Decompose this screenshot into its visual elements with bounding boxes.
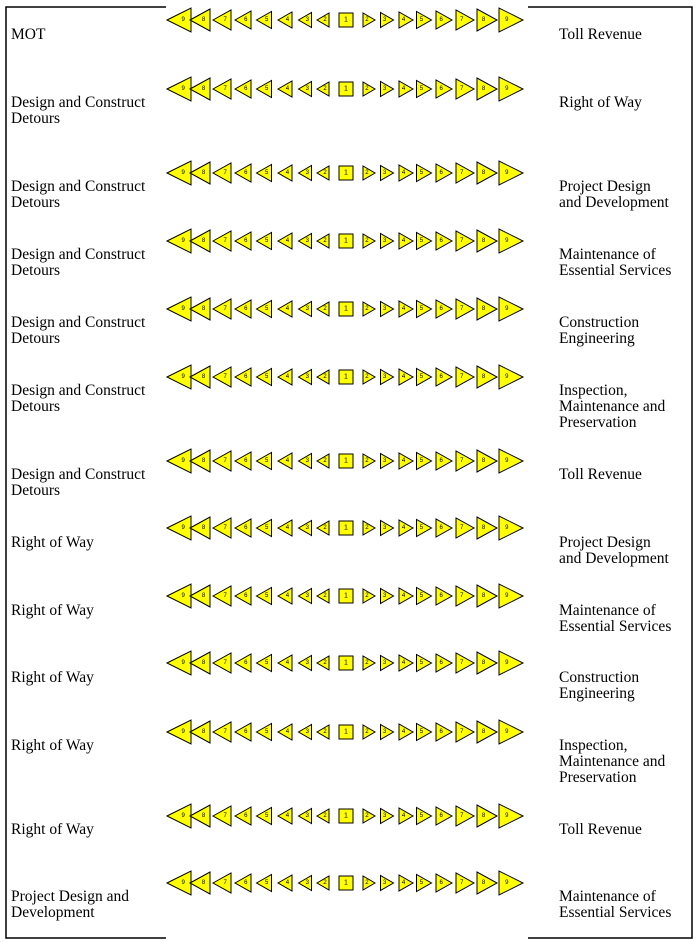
scale-number: 6 (439, 813, 443, 819)
scale-number: 4 (401, 458, 406, 464)
scale-option-equal[interactable] (339, 521, 353, 535)
scale-number: 4 (401, 880, 406, 886)
scale-number: 2 (323, 458, 327, 464)
scale-number: 5 (264, 880, 269, 886)
scale-number: 6 (244, 880, 248, 886)
scale-number: 2 (365, 593, 369, 599)
scale-number: 8 (201, 374, 206, 380)
scale-number: 4 (285, 170, 290, 176)
scale-number: 1 (344, 457, 348, 465)
scale-number: 9 (505, 880, 509, 886)
scale-number: 4 (285, 458, 290, 464)
scale-number: 5 (419, 593, 424, 599)
scale-number: 8 (481, 374, 486, 380)
scale-number: 4 (401, 660, 406, 666)
scale-number: 8 (201, 306, 206, 312)
scale-number: 7 (223, 306, 227, 312)
scale-number: 9 (505, 17, 509, 23)
scale-number: 7 (460, 660, 464, 666)
scale-number: 6 (439, 374, 443, 380)
scale-number: 3 (305, 458, 309, 464)
scale-number: 7 (223, 813, 227, 819)
scale-number: 3 (383, 17, 387, 23)
scale-number: 6 (244, 306, 248, 312)
criterion-right-label: Project Design and Development (559, 534, 669, 567)
scale-number: 6 (244, 86, 248, 92)
scale-number: 3 (305, 660, 309, 666)
scale-number: 9 (181, 86, 185, 92)
scale-option-equal[interactable] (339, 725, 353, 739)
scale-number: 4 (285, 593, 290, 599)
scale-number: 2 (365, 660, 369, 666)
scale-number: 3 (305, 813, 309, 819)
scale-number: 3 (305, 525, 309, 531)
scale-number: 9 (505, 458, 509, 464)
scale-number: 2 (323, 17, 327, 23)
scale-number: 2 (365, 374, 369, 380)
criterion-left-label: Right of Way (11, 821, 94, 838)
scale-number: 5 (264, 813, 269, 819)
scale-number: 3 (383, 86, 387, 92)
scale-option-equal[interactable] (339, 234, 353, 248)
scale-number: 2 (323, 86, 327, 92)
scale-number: 3 (383, 238, 387, 244)
scale-number: 2 (365, 729, 369, 735)
scale-option-equal[interactable] (339, 809, 353, 823)
scale-number: 2 (323, 374, 327, 380)
criterion-right-label: Maintenance of Essential Services (559, 602, 672, 635)
scale-number: 4 (285, 17, 290, 23)
scale-number: 7 (223, 525, 227, 531)
scale-number: 8 (201, 170, 206, 176)
scale-number: 5 (419, 458, 424, 464)
scale-number: 8 (481, 593, 486, 599)
scale-number: 2 (323, 729, 327, 735)
scale-number: 1 (344, 237, 348, 245)
scale-number: 4 (401, 238, 406, 244)
scale-number: 1 (344, 16, 348, 24)
scale-number: 7 (460, 306, 464, 312)
scale-number: 9 (181, 458, 185, 464)
scale-number: 5 (419, 660, 424, 666)
scale-number: 2 (365, 86, 369, 92)
scale-number: 9 (181, 525, 185, 531)
scale-number: 7 (223, 458, 227, 464)
criterion-right-label: Toll Revenue (559, 466, 642, 483)
scale-number: 7 (460, 238, 464, 244)
scale-number: 4 (401, 374, 406, 380)
criterion-left-label: Design and Construct Detours (11, 314, 146, 347)
scale-number: 8 (201, 660, 206, 666)
scale-number: 4 (401, 525, 406, 531)
scale-number: 2 (365, 880, 369, 886)
scale-number: 3 (305, 374, 309, 380)
criterion-right-label: Project Design and Development (559, 178, 669, 211)
scale-option-equal[interactable] (339, 82, 353, 96)
scale-number: 4 (401, 86, 406, 92)
scale-number: 1 (344, 85, 348, 93)
scale-number: 3 (305, 880, 309, 886)
scale-number: 7 (223, 238, 227, 244)
criterion-right-label: Construction Engineering (559, 669, 640, 702)
scale-number: 1 (344, 592, 348, 600)
scale-number: 4 (401, 593, 406, 599)
criterion-left-label: Design and Construct Detours (11, 466, 146, 499)
scale-number: 9 (505, 525, 509, 531)
scale-number: 5 (264, 17, 269, 23)
scale-number: 5 (264, 306, 269, 312)
scale-number: 3 (305, 306, 309, 312)
criterion-right-label: Toll Revenue (559, 821, 642, 838)
scale-number: 3 (383, 593, 387, 599)
scale-number: 6 (244, 17, 248, 23)
scale-number: 7 (460, 729, 464, 735)
scale-number: 5 (264, 170, 269, 176)
criterion-left-label: Right of Way (11, 669, 94, 686)
scale-number: 9 (505, 374, 509, 380)
scale-number: 8 (201, 458, 206, 464)
scale-number: 3 (305, 238, 309, 244)
scale-number: 4 (401, 729, 406, 735)
scale-number: 8 (201, 813, 206, 819)
scale-number: 9 (505, 813, 509, 819)
scale-number: 9 (505, 593, 509, 599)
scale-number: 3 (305, 729, 309, 735)
scale-number: 7 (460, 880, 464, 886)
scale-number: 2 (365, 306, 369, 312)
scale-number: 4 (401, 170, 406, 176)
scale-number: 5 (264, 593, 269, 599)
scale-number: 9 (181, 660, 185, 666)
scale-number: 6 (439, 17, 443, 23)
scale-number: 2 (365, 170, 369, 176)
scale-number: 1 (344, 812, 348, 820)
scale-number: 1 (344, 728, 348, 736)
scale-option-equal[interactable] (339, 589, 353, 603)
scale-number: 6 (244, 660, 248, 666)
scale-number: 3 (383, 374, 387, 380)
criterion-right-label: Inspection, Maintenance and Preservation (559, 737, 666, 786)
scale-number: 5 (419, 86, 424, 92)
scale-number: 3 (383, 729, 387, 735)
scale-number: 3 (383, 813, 387, 819)
scale-number: 6 (439, 306, 443, 312)
scale-number: 8 (481, 17, 486, 23)
scale-number: 9 (505, 86, 509, 92)
scale-number: 6 (244, 374, 248, 380)
scale-option-equal[interactable] (339, 876, 353, 890)
scale-number: 9 (505, 306, 509, 312)
scale-number: 8 (481, 306, 486, 312)
scale-number: 9 (505, 660, 509, 666)
scale-number: 8 (481, 525, 486, 531)
criterion-left-label: Right of Way (11, 534, 94, 551)
scale-number: 5 (264, 238, 269, 244)
scale-number: 3 (383, 170, 387, 176)
scale-number: 2 (323, 306, 327, 312)
scale-number: 1 (344, 524, 348, 532)
scale-number: 9 (181, 813, 185, 819)
scale-number: 2 (365, 525, 369, 531)
scale-number: 8 (481, 458, 486, 464)
scale-number: 8 (201, 17, 206, 23)
criterion-left-label: Project Design and Development (11, 888, 129, 921)
scale-number: 5 (419, 17, 424, 23)
scale-number: 9 (181, 238, 185, 244)
scale-number: 6 (244, 238, 248, 244)
scale-number: 9 (505, 729, 509, 735)
scale-number: 8 (481, 880, 486, 886)
scale-number: 5 (419, 729, 424, 735)
scale-number: 7 (223, 729, 227, 735)
scale-number: 2 (323, 170, 327, 176)
criterion-right-label: Maintenance of Essential Services (559, 246, 672, 279)
scale-number: 7 (460, 170, 464, 176)
scale-number: 3 (383, 660, 387, 666)
scale-number: 5 (264, 660, 269, 666)
scale-number: 5 (419, 238, 424, 244)
scale-number: 5 (264, 86, 269, 92)
scale-number: 9 (181, 374, 185, 380)
criterion-left-label: Right of Way (11, 737, 94, 754)
scale-number: 3 (305, 17, 309, 23)
scale-number: 3 (383, 306, 387, 312)
scale-number: 7 (223, 170, 227, 176)
scale-number: 1 (344, 659, 348, 667)
scale-number: 7 (223, 374, 227, 380)
scale-number: 6 (439, 458, 443, 464)
scale-number: 4 (285, 525, 290, 531)
scale-number: 4 (285, 660, 290, 666)
scale-number: 5 (419, 374, 424, 380)
scale-number: 8 (481, 813, 486, 819)
scale-number: 4 (285, 813, 290, 819)
scale-number: 6 (439, 170, 443, 176)
scale-option-equal[interactable] (339, 656, 353, 670)
scale-number: 2 (323, 813, 327, 819)
scale-number: 3 (305, 170, 309, 176)
scale-number: 5 (419, 880, 424, 886)
scale-number: 2 (323, 593, 327, 599)
scale-number: 8 (201, 238, 206, 244)
scale-number: 7 (460, 17, 464, 23)
scale-number: 7 (460, 813, 464, 819)
scale-number: 5 (419, 813, 424, 819)
scale-number: 4 (285, 238, 290, 244)
scale-number: 7 (460, 525, 464, 531)
scale-number: 4 (401, 813, 406, 819)
scale-number: 2 (323, 660, 327, 666)
scale-option-equal[interactable] (339, 370, 353, 384)
criterion-left-label: MOT (11, 26, 46, 43)
scale-number: 2 (365, 17, 369, 23)
scale-number: 5 (264, 374, 269, 380)
scale-number: 6 (439, 593, 443, 599)
scale-number: 7 (223, 880, 227, 886)
criterion-left-label: Right of Way (11, 602, 94, 619)
criterion-left-label: Design and Construct Detours (11, 382, 146, 415)
scale-number: 8 (481, 729, 486, 735)
scale-option-equal[interactable] (339, 454, 353, 468)
scale-number: 4 (285, 306, 290, 312)
scale-number: 8 (481, 170, 486, 176)
scale-number: 8 (201, 593, 206, 599)
scale-number: 3 (383, 880, 387, 886)
scale-number: 2 (365, 458, 369, 464)
scale-number: 9 (181, 729, 185, 735)
scale-number: 6 (439, 525, 443, 531)
criterion-left-label: Design and Construct Detours (11, 178, 146, 211)
scale-number: 1 (344, 879, 348, 887)
scale-number: 7 (223, 660, 227, 666)
criterion-right-label: Inspection, Maintenance and Preservation (559, 382, 666, 431)
scale-number: 7 (460, 593, 464, 599)
scale-number: 7 (460, 458, 464, 464)
scale-number: 4 (285, 374, 290, 380)
scale-number: 8 (201, 86, 206, 92)
scale-number: 3 (305, 593, 309, 599)
scale-number: 4 (285, 729, 290, 735)
scale-number: 6 (244, 593, 248, 599)
scale-number: 2 (365, 813, 369, 819)
scale-number: 9 (181, 170, 185, 176)
scale-number: 5 (264, 458, 269, 464)
scale-number: 8 (481, 660, 486, 666)
scale-number: 9 (505, 238, 509, 244)
scale-number: 9 (181, 880, 185, 886)
scale-number: 8 (201, 729, 206, 735)
scale-number: 1 (344, 305, 348, 313)
scale-number: 6 (439, 729, 443, 735)
scale-number: 8 (201, 525, 206, 531)
criterion-right-label: Maintenance of Essential Services (559, 888, 672, 921)
scale-number: 5 (419, 525, 424, 531)
scale-number: 6 (244, 170, 248, 176)
scale-number: 2 (323, 525, 327, 531)
scale-number: 6 (244, 525, 248, 531)
scale-number: 8 (481, 238, 486, 244)
scale-number: 9 (505, 170, 509, 176)
scale-number: 7 (460, 374, 464, 380)
scale-number: 6 (244, 458, 248, 464)
scale-number: 5 (264, 729, 269, 735)
scale-number: 9 (181, 17, 185, 23)
scale-number: 5 (419, 170, 424, 176)
scale-number: 4 (401, 17, 406, 23)
criterion-left-label: Design and Construct Detours (11, 246, 146, 279)
scale-option-equal[interactable] (339, 166, 353, 180)
scale-number: 4 (285, 880, 290, 886)
scale-number: 6 (439, 660, 443, 666)
scale-option-equal[interactable] (339, 13, 353, 27)
scale-option-equal[interactable] (339, 302, 353, 316)
scale-number: 5 (264, 525, 269, 531)
criterion-left-label: Design and Construct Detours (11, 94, 146, 127)
criterion-right-label: Right of Way (559, 94, 642, 111)
scale-number: 1 (344, 373, 348, 381)
scale-number: 6 (439, 880, 443, 886)
scale-number: 2 (323, 880, 327, 886)
scale-number: 9 (181, 306, 185, 312)
scale-number: 3 (305, 86, 309, 92)
scale-number: 9 (181, 593, 185, 599)
scale-number: 6 (439, 86, 443, 92)
scale-number: 6 (244, 729, 248, 735)
scale-number: 7 (460, 86, 464, 92)
scale-number: 6 (244, 813, 248, 819)
criterion-right-label: Construction Engineering (559, 314, 640, 347)
scale-number: 8 (481, 86, 486, 92)
scale-number: 8 (201, 880, 206, 886)
scale-number: 4 (401, 306, 406, 312)
scale-number: 2 (323, 238, 327, 244)
scale-number: 7 (223, 593, 227, 599)
scale-number: 4 (285, 86, 290, 92)
scale-number: 3 (383, 525, 387, 531)
criterion-right-label: Toll Revenue (559, 26, 642, 43)
scale-number: 5 (419, 306, 424, 312)
scale-number: 7 (223, 17, 227, 23)
scale-number: 2 (365, 238, 369, 244)
scale-number: 7 (223, 86, 227, 92)
scale-number: 6 (439, 238, 443, 244)
scale-number: 3 (383, 458, 387, 464)
scale-number: 1 (344, 169, 348, 177)
